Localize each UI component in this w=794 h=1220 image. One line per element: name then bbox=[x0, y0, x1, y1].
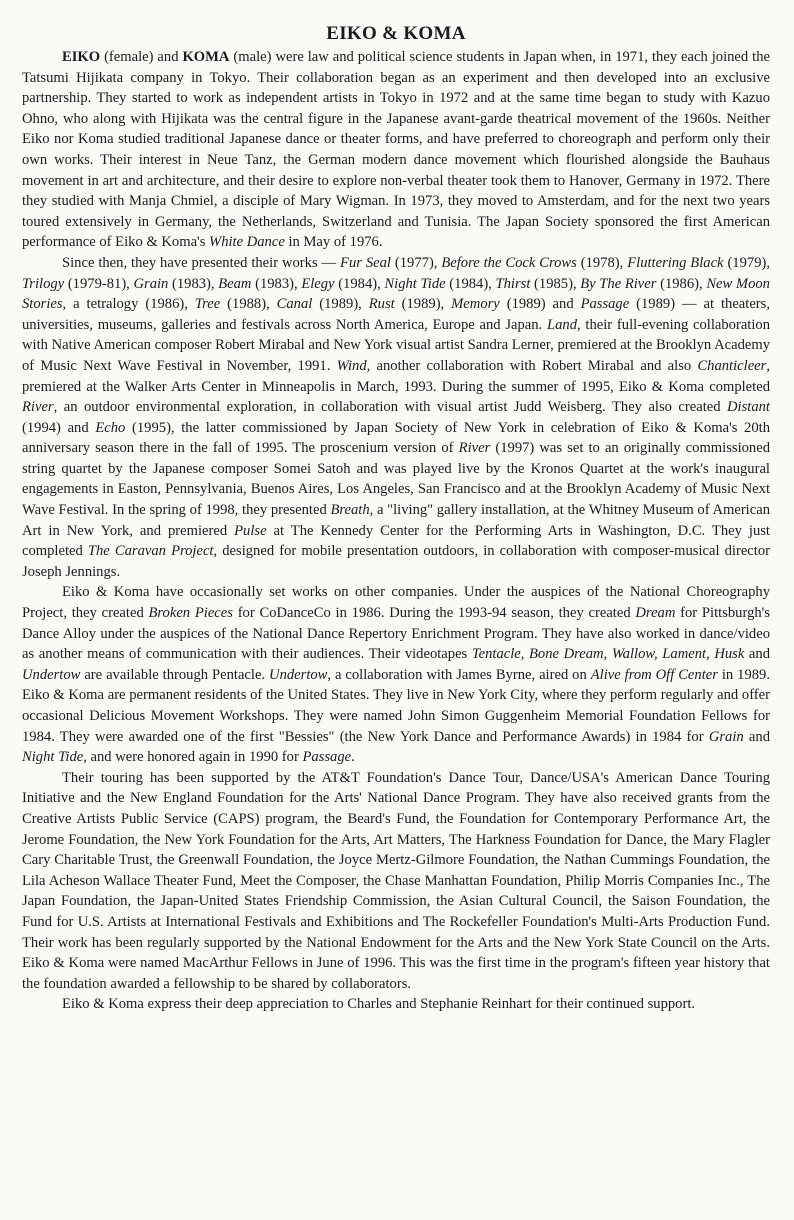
work-title: Fluttering Black bbox=[627, 254, 724, 271]
body-text: (male) were law and political science students in Japan when, in 1971, they each joined the Tatsumi Hijikata company in Tokyo. Their collaboration began as an experiment and then developed into an exclusive partnership. They started to work as independent artists in Tokyo in 1972 and at the same time began to study with Kazuo Ohno, who along with Hijikata was the central figure in the Japanese avant-garde theatrical movement of the 1960s. Neither Eiko nor Koma studied traditional Japanese dance or theater forms, and have preferred to choreograph and perform only their own works. Their interest in Neue Tanz, the German modern dance movement which flourished alongside the Bauhaus movement in art and architecture, and their desire to explore non-verbal theater took them to Hanover, Germany in 1972. There they studied with Manja Chmiel, a disciple of Mary Wigman. In 1973, they moved to Amsterdam, and for the next two years toured extensively in Germany, the Netherlands, Switzerland and Tunisia. The Japan Society sponsored the first American performance of Eiko & Koma's bbox=[22, 49, 770, 251]
work-title: Passage bbox=[302, 749, 352, 766]
work-title: New Moon Stories bbox=[22, 275, 770, 313]
work-title: Passage bbox=[580, 296, 630, 313]
body-text: (1984), bbox=[445, 275, 496, 292]
body-text: , a tetralogy (1986), bbox=[62, 296, 195, 313]
body-text: , an outdoor environmental exploration, in collaboration with visual artist Judd Weisberg. They also created bbox=[53, 399, 728, 416]
body-text: (1985), bbox=[530, 275, 581, 292]
work-title: Rust bbox=[368, 296, 395, 313]
work-title: Tree bbox=[194, 296, 221, 313]
paragraph-2 bbox=[22, 253, 770, 583]
body-text: (1979), bbox=[723, 254, 770, 271]
work-title: White Dance bbox=[209, 234, 285, 251]
body-text: , premiered at the Walker Arts Center in Minneapolis in March, 1993. During the summer of 1995, Eiko & Koma completed bbox=[22, 357, 770, 395]
body-text: (1986), bbox=[656, 275, 707, 292]
work-title: River bbox=[22, 399, 54, 416]
work-title: Beam bbox=[218, 275, 252, 292]
body-text: (1977), bbox=[390, 254, 442, 271]
work-title: Echo bbox=[95, 419, 126, 436]
work-title: Tentacle, Bone Dream, Wallow, Lament, Husk bbox=[471, 646, 745, 663]
body-text: (1989) and bbox=[499, 296, 581, 313]
body-text: at The Kennedy Center for the Performing Arts in Washington, D.C. They just completed bbox=[22, 522, 770, 560]
body-text: (female) and bbox=[100, 49, 183, 65]
work-title: Broken Pieces bbox=[148, 605, 233, 622]
work-title: Elegy bbox=[301, 275, 335, 292]
body-text: Since then, they have presented their works — bbox=[62, 254, 341, 271]
body-text: (1979-81), bbox=[64, 275, 134, 292]
body-text: (1994) and bbox=[22, 419, 96, 436]
work-title: Canal bbox=[276, 296, 313, 313]
work-title: Trilogy bbox=[22, 275, 65, 292]
body-text: , and were honored again in 1990 for bbox=[83, 749, 303, 766]
body-text: (1997) was set to an originally commissioned string quartet by the Japanese composer Somei Satoh and was played live by the Kronos Quartet at the work's inaugural engagements in Easton, Pennsylvania, Buenos Aires, Los Angeles, San Francisco and at the Brooklyn Academy of Music Next Wave Festival. In the spring of 1998, they presented bbox=[22, 440, 770, 519]
body-text: (1983), bbox=[251, 275, 302, 292]
body-text: (1989) — at theaters, universities, museums, galleries and festivals across North America, Europe and Japan. bbox=[22, 296, 770, 333]
body-text: (1988), bbox=[220, 296, 277, 313]
biography-body bbox=[22, 47, 770, 1015]
body-text: (1995), the latter commissioned by Japan Society of New York in celebration of Eiko & Koma's 20th anniversary season there in the fall of 1995. The proscenium version of bbox=[22, 419, 770, 457]
bold-text: KOMA bbox=[182, 49, 230, 65]
body-text: for CoDanceCo in 1986. During the 1993-94 season, they created bbox=[232, 605, 636, 622]
body-text: . bbox=[351, 749, 355, 766]
paragraph-3 bbox=[22, 582, 770, 767]
paragraph-1 bbox=[22, 47, 770, 253]
paragraph-5 bbox=[22, 994, 770, 1015]
work-title: The Caravan Project bbox=[87, 543, 214, 560]
work-title: Fur Seal bbox=[340, 254, 391, 271]
body-text: and bbox=[744, 646, 770, 663]
work-title: Land bbox=[546, 316, 577, 333]
body-text: (1978), bbox=[576, 254, 628, 271]
work-title: Pulse bbox=[234, 522, 267, 539]
page-title: EIKO & KOMA bbox=[326, 23, 466, 44]
bold-text: EIKO bbox=[62, 49, 101, 65]
work-title: Alive from Off Center bbox=[590, 666, 718, 683]
work-title: Memory bbox=[451, 296, 500, 313]
work-title: Breath bbox=[330, 502, 370, 519]
body-text: (1984), bbox=[334, 275, 385, 292]
body-text: (1983), bbox=[168, 275, 219, 292]
work-title: Chanticleer bbox=[697, 357, 767, 374]
work-title: River bbox=[458, 440, 491, 457]
work-title: By The River bbox=[580, 275, 657, 292]
body-text: , a collaboration with James Byrne, aired on bbox=[327, 666, 591, 683]
body-text: for Pittsburgh's Dance Alloy under the auspices of the National Dance Repertory Enrichment Program. They have also worked in dance/video as another means of communication with their audiences. Their videotapes bbox=[22, 605, 770, 663]
body-text: in May of 1976. bbox=[284, 234, 383, 251]
work-title: Before the Cock Crows bbox=[441, 254, 577, 271]
body-text: , designed for mobile presentation outdoors, in collaboration with composer-musical director Joseph Jennings. bbox=[22, 543, 770, 580]
body-text: (1989), bbox=[312, 296, 369, 313]
work-title: Thirst bbox=[495, 275, 531, 292]
body-text: are available through Pentacle. bbox=[80, 666, 270, 683]
work-title: Night Tide bbox=[384, 275, 446, 292]
work-title: Grain bbox=[708, 728, 744, 745]
work-title: Dream bbox=[635, 605, 676, 622]
paragraph-4 bbox=[22, 768, 770, 995]
work-title: Undertow bbox=[269, 666, 328, 683]
body-text: , another collaboration with Robert Mirabal and also bbox=[366, 357, 698, 374]
work-title: Distant bbox=[727, 399, 770, 416]
body-text: , their full-evening collaboration with Native American composer Robert Mirabal and New York visual artist Sandra Lerner, premiered at the Brooklyn Academy of Music Next Wave Festival in November, 1991. bbox=[22, 316, 771, 374]
body-text: in 1989. Eiko & Koma are permanent residents of the United States. They live in New York City, where they perform regularly and offer occasional Delicious Movement Workshops. They were named John Simon Guggenheim Memorial Foundation Fellows for 1984. They were awarded one of the first "Bessies" (the New York Dance and Performance Awards) in 1984 for bbox=[22, 666, 770, 745]
work-title: Grain bbox=[133, 275, 169, 292]
body-text: Eiko & Koma have occasionally set works on other companies. Under the auspices of the National Choreography Project, they created bbox=[22, 584, 770, 622]
work-title: Night Tide bbox=[22, 749, 84, 766]
body-text: , a "living" gallery installation, at the Whitney Museum of American Art in New York, and premiered bbox=[22, 502, 770, 539]
body-text: (1989), bbox=[394, 296, 452, 313]
work-title: Wind bbox=[336, 357, 367, 374]
work-title: Undertow bbox=[22, 666, 81, 683]
body-text: and bbox=[743, 728, 770, 745]
body-text: Eiko & Koma express their deep appreciation to Charles and Stephanie Reinhart for their continued support. bbox=[62, 996, 696, 1013]
body-text: Their touring has been supported by the AT&T Foundation's Dance Tour, Dance/USA's American Dance Touring Initiative and the New England Foundation for the Arts' National Dance Program. They have also received grants from the Creative Artists Public Service (CAPS) program, the Beard's Fund, the Foundation for Contemporary Performance Art, the Jerome Foundation, the New York Foundation for the Arts, Art Matters, The Harkness Foundation for Dance, the Mary Flagler Cary Charitable Trust, the Greenwall Foundation, the Joyce Mertz-Gilmore Foundation, the Nathan Cummings Foundation, the Lila Acheson Wallace Theater Fund, Meet the Composer, the Chase Manhattan Foundation, Philip Morris Companies Inc., The Japan Foundation, the Japan-United States Friendship Commission, the Asian Cultural Council, the Saison Foundation, the Fund for U.S. Artists at International Festivals and Exhibitions and The Rockefeller Foundation's Multi-Arts Production Fund. Their work has been regularly supported by the National Endowment for the Arts and the New York State Council on the Arts. Eiko & Koma were named MacArthur Fellows in June of 1996. This was the first time in the program's fifteen year history that the foundation awarded a fellowship to be shared by collaborators. bbox=[22, 769, 770, 992]
